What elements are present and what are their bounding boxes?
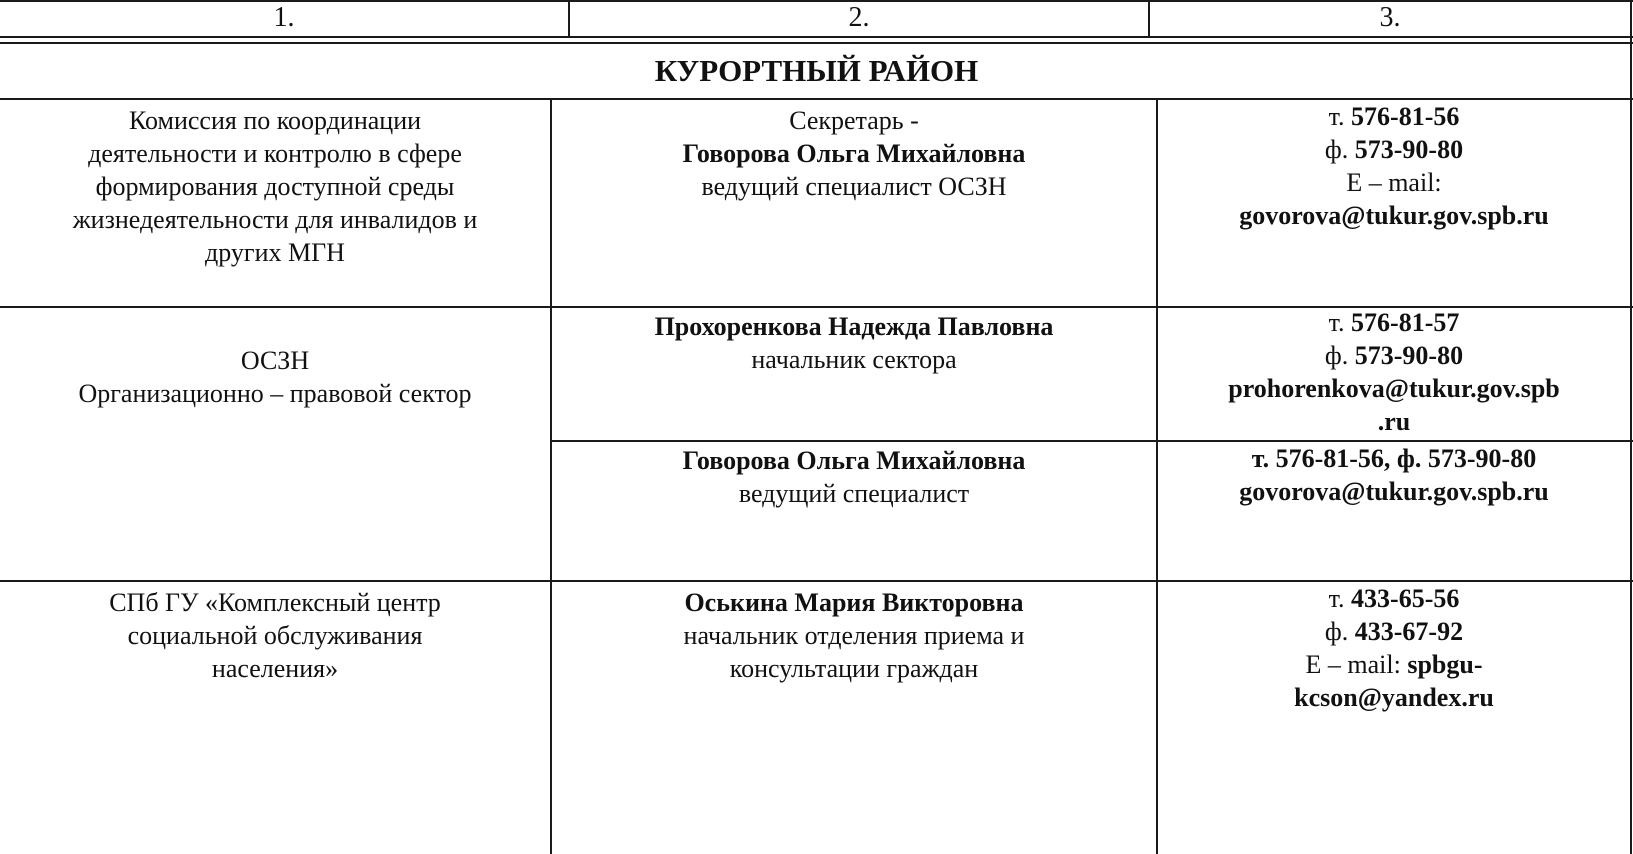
email-address: govorova@tukur.gov.spb.ru: [1239, 477, 1549, 506]
person-title: ведущий специалист: [738, 479, 970, 508]
table-right-border: [1630, 0, 1632, 854]
fax-label: ф.: [1324, 617, 1349, 646]
district-title: КУРОРТНЫЙ РАЙОН: [654, 53, 979, 88]
phone-label: т.: [1328, 584, 1345, 613]
org-line: Комиссия по координации: [128, 106, 422, 135]
person-title-line: консультации граждан: [729, 654, 979, 683]
fax-label: ф.: [1324, 135, 1349, 164]
phone-line: [1158, 582, 1630, 615]
org-line: населения»: [211, 654, 339, 683]
row2-person-1: [552, 310, 1156, 376]
row1-organization: [0, 104, 550, 269]
email-label: E – mail:: [1305, 650, 1401, 679]
person-name: Говорова Ольга Михайловна: [682, 139, 1026, 168]
phone-number: 576-81-57: [1351, 308, 1460, 337]
row1-contacts: [1158, 100, 1630, 232]
email-address-part2: kcson@yandex.ru: [1294, 683, 1494, 712]
row2-organization: [0, 344, 550, 410]
row2-person-2: [552, 444, 1156, 510]
phone-fax-line: т. 576-81-56, ф. 573-90-80: [1251, 444, 1537, 473]
org-line: ОСЗН: [240, 346, 310, 375]
email-address-part1: spbgu-: [1407, 650, 1483, 679]
email-address: govorova@tukur.gov.spb.ru: [1239, 201, 1549, 230]
phone-label: т.: [1328, 102, 1345, 131]
column-number-3: 3.: [1379, 2, 1401, 33]
phone-number: 576-81-56: [1351, 102, 1460, 131]
email-line: [1158, 648, 1630, 681]
row2-contacts-1: [1158, 306, 1630, 438]
fax-line: [1158, 133, 1630, 166]
person-name: Оськина Мария Викторовна: [684, 588, 1024, 617]
column-number-2: 2.: [848, 2, 870, 33]
fax-line: [1158, 615, 1630, 648]
person-title: ведущий специалист ОСЗН: [701, 172, 1007, 201]
org-line: СПб ГУ «Комплексный центр: [109, 588, 441, 617]
email-address-part1: prohorenkova@tukur.gov.spb: [1228, 374, 1560, 403]
fax-label: ф.: [1324, 341, 1349, 370]
org-line: Организационно – правовой сектор: [78, 379, 472, 408]
person-name: Говорова Ольга Михайловна: [682, 446, 1026, 475]
org-line: жизнедеятельности для инвалидов и: [72, 205, 478, 234]
person-title-line: начальник отделения приема и: [683, 621, 1025, 650]
row2-contacts-2: [1158, 442, 1630, 508]
phone-line: [1158, 100, 1630, 133]
org-line: других МГН: [205, 238, 345, 267]
fax-number: 573-90-80: [1354, 341, 1464, 370]
phone-line: [1158, 306, 1630, 339]
column-number-1: 1.: [273, 2, 295, 33]
fax-line: [1158, 339, 1630, 372]
district-top-border: [0, 42, 1633, 44]
phone-label: т.: [1328, 308, 1345, 337]
phone-number: 433-65-56: [1351, 584, 1460, 613]
row3-organization: [0, 586, 550, 685]
row1-person: [552, 104, 1156, 203]
row3-person: [552, 586, 1156, 685]
org-line: социальной обслуживания: [127, 621, 423, 650]
fax-number: 433-67-92: [1354, 617, 1464, 646]
row3-contacts: [1158, 582, 1630, 714]
header-bottom-border: [0, 36, 1633, 38]
email-label: E – mail:: [1346, 168, 1442, 197]
fax-number: 573-90-80: [1354, 135, 1464, 164]
email-address-part2: .ru: [1377, 407, 1411, 436]
org-line: формирования доступной среды: [95, 172, 455, 201]
person-name: Прохоренкова Надежда Павловна: [654, 312, 1054, 341]
person-role-prefix: Секретарь -: [789, 106, 919, 135]
person-title: начальник сектора: [751, 345, 957, 374]
org-line: деятельности и контролю в сфере: [88, 139, 462, 168]
